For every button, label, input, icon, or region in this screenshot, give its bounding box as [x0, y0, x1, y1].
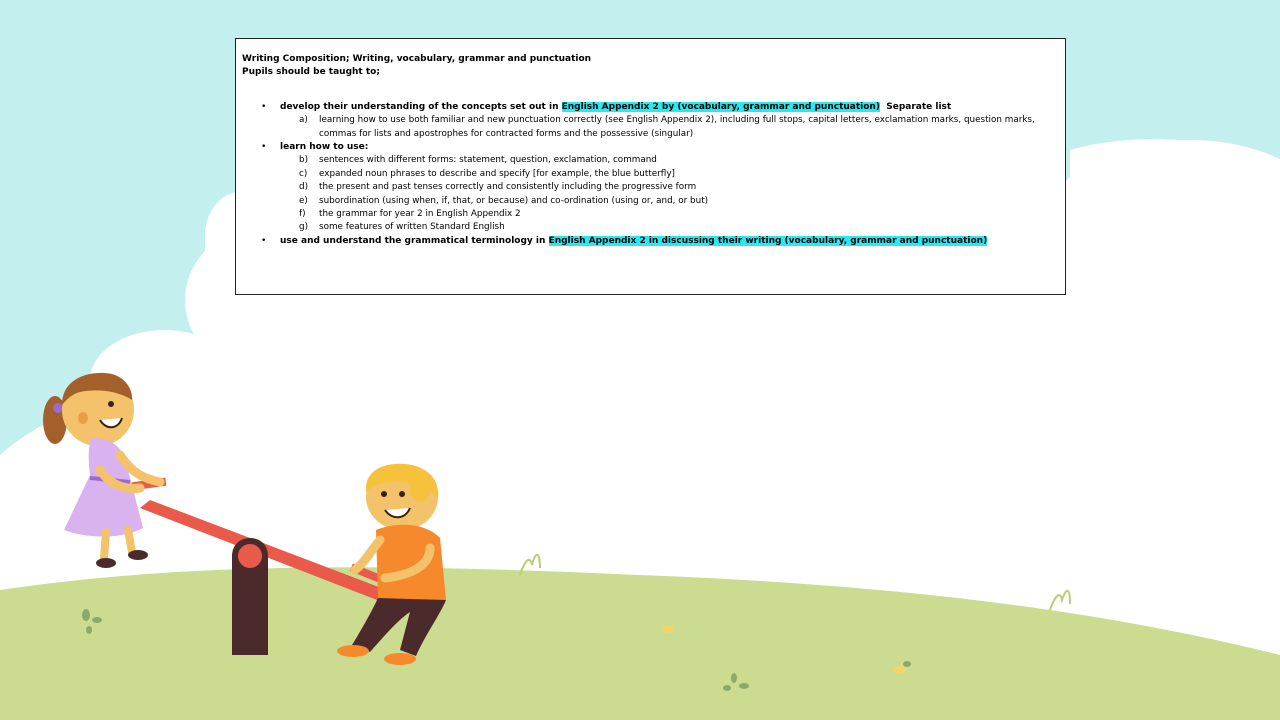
sub-item-letter: a)	[299, 115, 308, 126]
bullet-item-terminology	[242, 235, 1059, 248]
sub-item-text: subordination (using when, if, that, or because) and co-ordination (using or, and, or but)	[319, 195, 709, 206]
sub-item-text-line1: learning how to use both familiar and new punctuation correctly (see English Appendix 2), including full stops, capital letters, exclamation marks, question marks,	[319, 115, 1035, 126]
sub-item-text: some features of written Standard English	[319, 222, 505, 233]
highlighted-text: English Appendix 2 in discussing their writing (vocabulary, grammar and punctuation)	[548, 235, 988, 246]
sub-item-letter: c)	[299, 168, 308, 179]
sub-item-e	[242, 195, 1059, 208]
sub-item-letter: d)	[299, 182, 309, 193]
sub-item-letter: e)	[299, 195, 308, 206]
bullet-symbol: •	[261, 101, 267, 112]
bullet-symbol: •	[261, 142, 267, 153]
sub-item-text-line2: commas for lists and apostrophes for contracted forms and the possessive (singular)	[319, 128, 694, 139]
bullet-text-after: Separate list	[879, 101, 952, 112]
sub-item-text: sentences with different forms: statement, question, exclamation, command	[319, 155, 657, 166]
curriculum-text-box	[235, 38, 1066, 295]
sub-item-g	[242, 221, 1059, 234]
sub-item-letter: b)	[299, 155, 309, 166]
sub-item-text: expanded noun phrases to describe and specify [for example, the blue butterfly]	[319, 168, 675, 179]
document-title: Writing Composition; Writing, vocabulary, grammar and punctuation	[242, 54, 592, 64]
bullet-text: develop their understanding of the concepts set out in	[280, 101, 562, 112]
sub-item-f	[242, 208, 1059, 221]
sub-item-text: the present and past tenses correctly and consistently including the progressive form	[319, 182, 697, 193]
document-subtitle: Pupils should be taught to;	[242, 67, 380, 78]
sub-item-letter: f)	[299, 209, 306, 220]
bullet-text: use and understand the grammatical terminology in	[280, 235, 549, 246]
bullet-item-learn	[242, 141, 1059, 154]
sub-item-text: the grammar for year 2 in English Appendix 2	[319, 209, 521, 220]
highlighted-text: English Appendix 2 by (vocabulary, grammar and punctuation)	[561, 101, 880, 112]
sub-item-a	[242, 114, 1059, 141]
bullet-symbol: •	[261, 235, 267, 246]
sub-item-letter: g)	[299, 222, 309, 233]
bullet-item-understanding	[242, 101, 1059, 114]
bullet-text: learn how to use:	[280, 142, 369, 153]
sub-item-c	[242, 168, 1059, 181]
sub-item-d	[242, 181, 1059, 194]
sub-item-b	[242, 154, 1059, 167]
